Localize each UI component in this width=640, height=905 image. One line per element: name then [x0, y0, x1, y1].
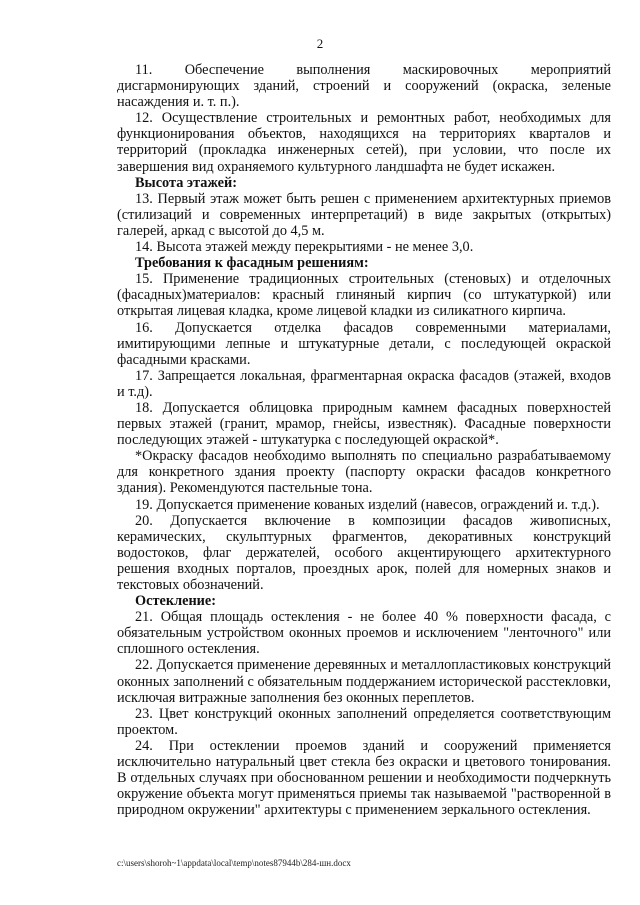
paragraph-11: 11. Обеспечение выполнения маскировочных мероприятий дисгармонирующих зданий, строений и сооружений (окраска, зеленые насаждения и. т. п.).: [117, 62, 611, 111]
document-body: [117, 62, 611, 818]
heading-facade-requirements: Требования к фасадным решениям:: [135, 255, 369, 272]
heading-glazing: Остекление:: [135, 593, 217, 610]
paragraph-footnote: *Окраску фасадов необходимо выполнять по специально разрабатываемому для конкретного здания проекту (паспорту окраски фасадов конкретного здания). Рекомендуются пастельные тона.: [117, 448, 611, 497]
paragraph-12: 12. Осуществление строительных и ремонтных работ, необходимых для функционирования объектов, находящихся на территориях кварталов и территорий (прокладка инженерных сетей), при условии, что после их завершения вид охраняемого культурного ландшафта не будет искажен.: [117, 110, 611, 175]
footer-file-path: c:\users\shoroh~1\appdata\local\temp\notes87944b\284-шн.docx: [117, 858, 351, 868]
paragraph-14: 14. Высота этажей между перекрытиями - не менее 3,0.: [135, 239, 474, 256]
paragraph-21: 21. Общая площадь остекления - не более 40 % поверхности фасада, с обязательным устройством оконных проемов и исключением "ленточного" или сплошного остекления.: [117, 609, 611, 658]
paragraph-20: 20. Допускается включение в композиции фасадов живописных, керамических, скульптурных фрагментов, декоративных конструкций водостоков, флаг держателей, особого акцентирующего архитектурного решения входных порталов, проездных арок, полей для номерных знаков и текстовых обозначений.: [117, 512, 611, 593]
paragraph-18: 18. Допускается облицовка природным камнем фасадных поверхностей первых этажей (гранит, мрамор, гнейсы, известняк). Фасадные поверхности последующих этажей - штукатурка с последующей окраской*.: [117, 399, 611, 449]
paragraph-13: 13. Первый этаж может быть решен с применением архитектурных приемов (стилизаций и современных интерпретаций) в виде закрытых (открытых) галерей, аркад с высотой до 4,5 м.: [117, 190, 611, 239]
paragraph-22: 22. Допускается применение деревянных и металлопластиковых конструкций оконных заполнений с обязательным поддержанием исторической расстекловки, исключая витражные заполнения без оконных переплетов.: [117, 657, 611, 706]
heading-floor-height: Высота этажей:: [135, 174, 237, 191]
paragraph-16: 16. Допускается отделка фасадов современными материалами, имитирующими лепные и штукатурные детали, с последующей окраской фасадными красками.: [117, 319, 611, 368]
paragraph-17: 17. Запрещается локальная, фрагментарная окраска фасадов (этажей, входов и т.д).: [117, 367, 611, 400]
paragraph-23: 23. Цвет конструкций оконных заполнений определяется соответствующим проектом.: [117, 705, 611, 738]
paragraph-15: 15. Применение традиционных строительных (стеновых) и отделочных (фасадных)материалов: красный глиняный кирпич (со штукатуркой) или открытая лицевая кладка, кроме лицевой кладки из силикатного кирпича.: [117, 271, 611, 320]
paragraph-19: 19. Допускается применение кованых изделий (навесов, ограждений и. т.д.).: [135, 496, 600, 513]
page-number: 2: [316, 36, 324, 51]
paragraph-24: 24. При остеклении проемов зданий и сооружений применяется исключительно натуральный цвет стекла без окраски и цветового тонирования. В отдельных случаях при обоснованном решении и необходимости подчеркнуть окружение объекта могут применяться приемы так называемой "растворенной в природном окружении" архитектуры с применением зеркального остекления.: [117, 737, 611, 819]
